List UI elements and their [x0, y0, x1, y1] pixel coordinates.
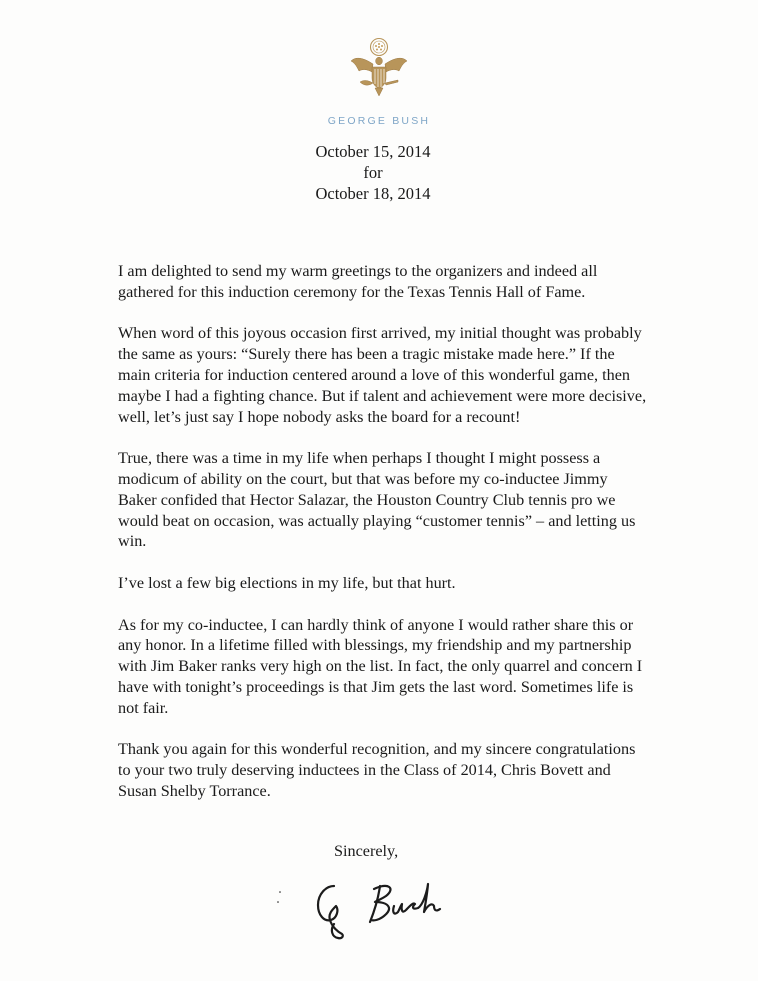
body-paragraph: When word of this joyous occasion first arrived, my initial thought was probably the same as yours: “Surely there has been a tragic mistake made here.” If the main criteria for induction centered around a love of this wonderful game, then maybe I had a fighting chance. But if talent and achievement were more decisive, well, let’s just say I hope nobody asks the board for a recount!: [118, 324, 647, 426]
handwritten-signature-icon: [268, 872, 458, 942]
body-paragraph: As for my co-inductee, I can hardly think of anyone I would rather share this or any honor. In a lifetime filled with blessings, my friendship and my partnership with Jim Baker ranks very high on the list. In fact, the only quarrel and concern I have with tonight’s proceedings is that Jim gets the last word. Sometimes life is not fair.: [118, 615, 643, 717]
body-paragraph: I am delighted to send my warm greetings to the organizers and indeed all gathered for this induction ceremony for the Texas Tennis Hall of Fame.: [118, 262, 598, 301]
letter-date: October 15, 2014: [315, 142, 431, 161]
body-paragraph: True, there was a time in my life when perhaps I thought I might possess a modicum of ability on the court, but that was before my co-inductee Jimmy Baker confided that Hector Salazar, the Houston Country Club tennis pro we would beat on occasion, was actually playing “customer tennis” – and letting us win.: [118, 449, 636, 551]
date-block: [0, 141, 746, 204]
date-connector: for: [363, 163, 383, 182]
event-date: October 18, 2014: [315, 184, 431, 203]
presidential-eagle-seal-icon: [348, 36, 410, 102]
body-paragraph: I’ve lost a few big elections in my life, but that hurt.: [118, 573, 456, 592]
body-paragraph: Thank you again for this wonderful recognition, and my sincere congratulations to your two truly deserving inductees in the Class of 2014, Chris Bovett and Susan Shelby Torrance.: [118, 740, 636, 800]
letter-body: [118, 261, 648, 823]
letterhead-name: GEORGE BUSH: [327, 115, 431, 127]
closing-salutation: Sincerely,: [334, 842, 399, 860]
